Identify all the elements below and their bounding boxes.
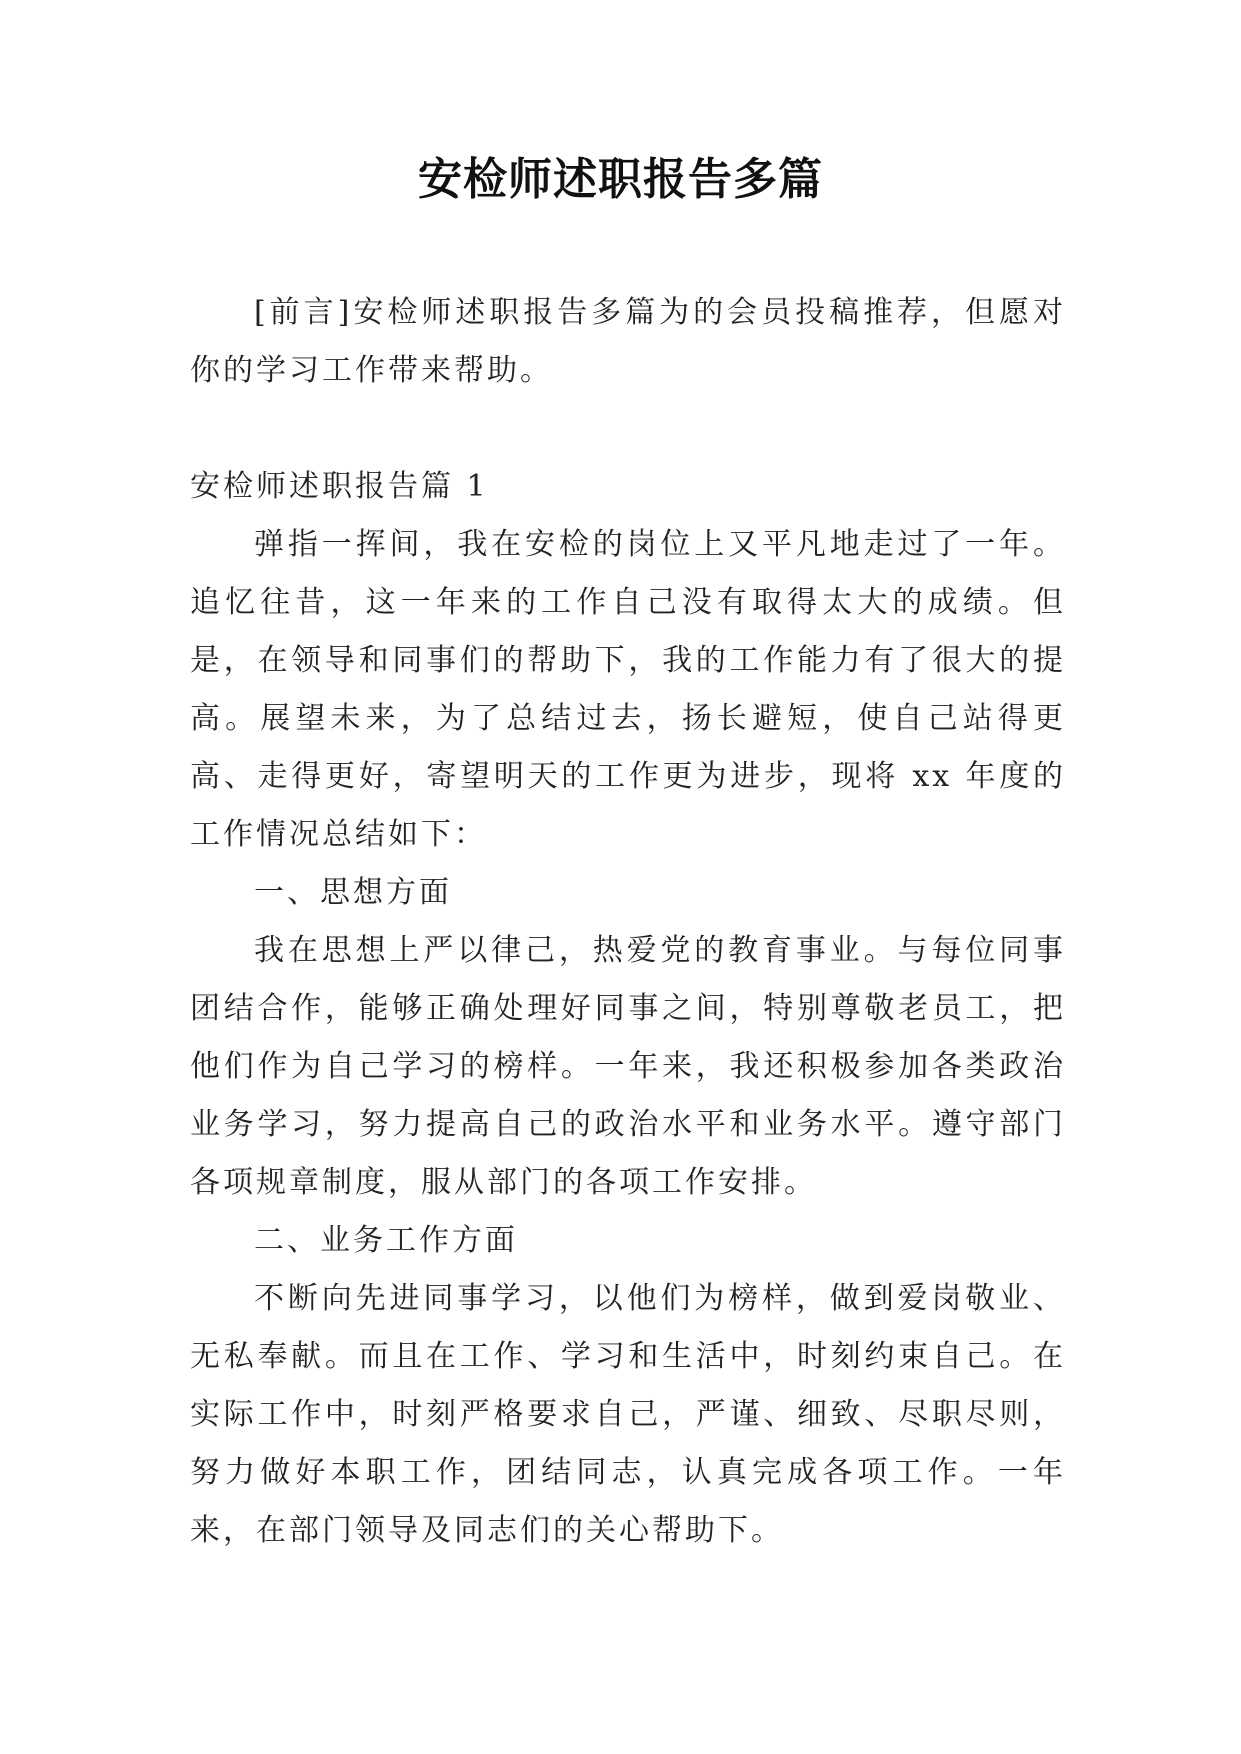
body-paragraph: 我在思想上严以律己，热爱党的教育事业。与每位同事团结合作，能够正确处理好同事之间，特别尊敬老员工，把他们作为自己学习的榜样。一年来，我还积极参加各类政治业务学习，努力提高自己的政治水平和业务水平。遵守部门各项规章制度，服从部门的各项工作安排。 bbox=[190, 933, 1066, 1200]
document-body bbox=[190, 284, 1066, 1560]
heading-thought: 一、思想方面 bbox=[254, 875, 452, 910]
body-paragraph: 弹指一挥间，我在安检的岗位上又平凡地走过了一年。追忆往昔，这一年来的工作自己没有取得太大的成绩。但是，在领导和同事们的帮助下，我的工作能力有了很大的提高。展望未来，为了总结过去，扬长避短，使自己站得更高、走得更好，寄望明天的工作更为进步，现将 xx 年度的工作情况总结如下： bbox=[190, 527, 1066, 852]
preface-paragraph: [前言]安检师述职报告多篇为的会员投稿推荐，但愿对你的学习工作带来帮助。 bbox=[190, 295, 1066, 388]
section-title: 安检师述职报告篇 1 bbox=[190, 469, 489, 504]
document-title: 安检师述职报告多篇 bbox=[418, 154, 823, 205]
body-paragraph: 不断向先进同事学习，以他们为榜样，做到爱岗敬业、无私奉献。而且在工作、学习和生活中，时刻约束自己。在实际工作中，时刻严格要求自己，严谨、细致、尽职尽则，努力做好本职工作，团结同志，认真完成各项工作。一年来，在部门领导及同志们的关心帮助下。 bbox=[190, 1281, 1066, 1548]
heading-business-work: 二、业务工作方面 bbox=[254, 1223, 518, 1258]
